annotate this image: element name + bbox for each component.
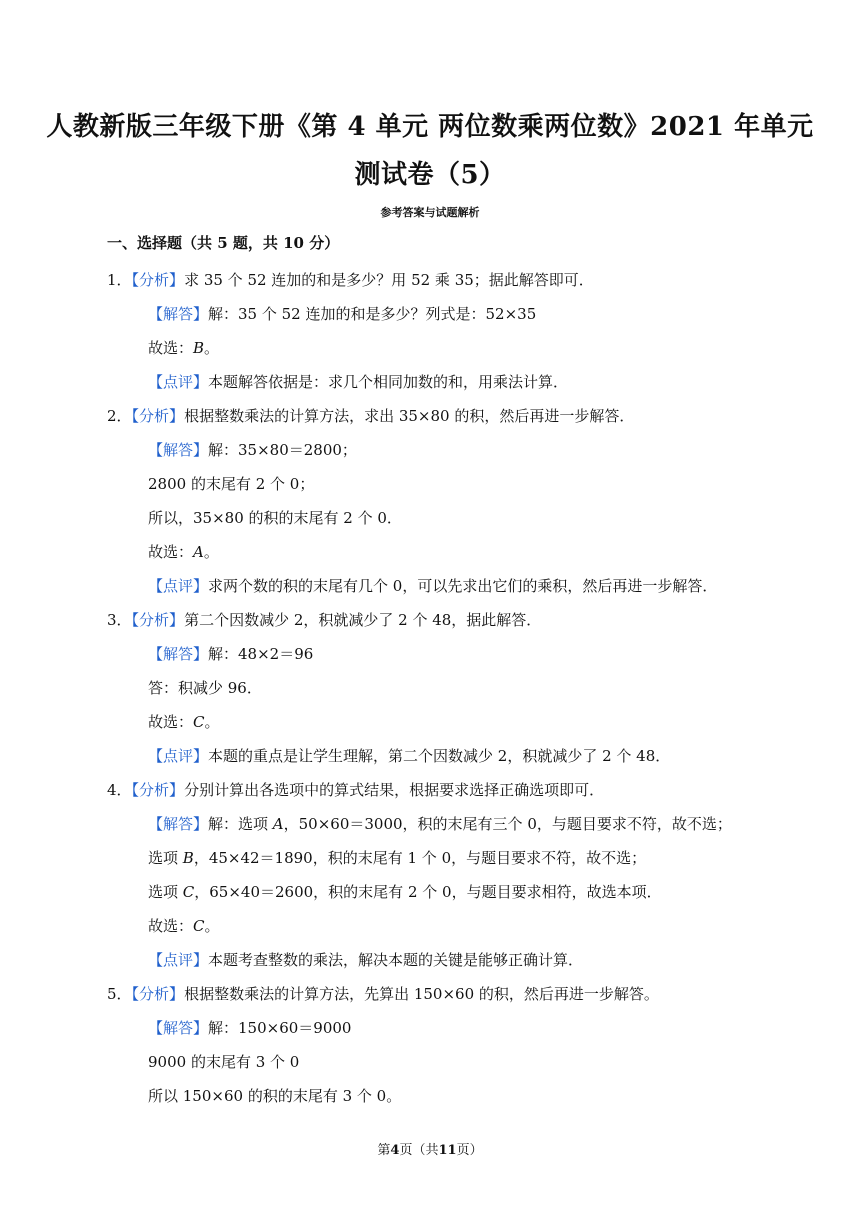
item-number: 1． bbox=[107, 271, 132, 289]
item-2-choice bbox=[148, 542, 219, 562]
footer-middle: 页（共 bbox=[399, 1143, 439, 1158]
choice-letter: C bbox=[193, 917, 205, 935]
doc-title-line2: 测试卷（5） bbox=[354, 160, 506, 190]
choice-letter: C bbox=[193, 713, 205, 731]
comment-tag: 【点评】 bbox=[148, 951, 209, 969]
item-5-answer bbox=[148, 1018, 351, 1038]
doc-subtitle: 参考答案与试题解析 bbox=[380, 206, 480, 219]
comment-text: 本题考查整数的乘法，解决本题的关键是能够正确计算． bbox=[208, 951, 584, 969]
answer-text-post: ，50×60＝3000，积的末尾有三个 0，与题目要求不符，故不选； bbox=[283, 815, 732, 833]
item-2-answer bbox=[148, 440, 357, 460]
choice-prefix: 故选： bbox=[148, 713, 194, 731]
item-5-analysis bbox=[107, 984, 659, 1004]
comment-text: 本题解答依据是：求几个相同加数的和，用乘法计算． bbox=[208, 373, 569, 391]
item-1-choice bbox=[148, 338, 219, 358]
page-footer bbox=[0, 1139, 860, 1158]
comment-text: 本题的重点是让学生理解，第二个因数减少 2，积就减少了 2 个 48． bbox=[208, 747, 671, 765]
choice-letter: B bbox=[193, 339, 205, 357]
analysis-text: 求 35 个 52 连加的和是多少？用 52 乘 35；据此解答即可． bbox=[184, 271, 594, 289]
choice-suffix: 。 bbox=[204, 917, 220, 935]
footer-prefix: 第 bbox=[377, 1143, 391, 1158]
item-3-choice bbox=[148, 712, 220, 732]
item-3-comment bbox=[148, 746, 670, 766]
analysis-text: 分别计算出各选项中的算式结果，根据要求选择正确选项即可． bbox=[184, 781, 605, 799]
answer-tag: 【解答】 bbox=[148, 815, 209, 833]
item-3-extra-1: 答：积减少 96． bbox=[148, 679, 262, 697]
item-1-answer bbox=[148, 304, 536, 324]
answer-text: 解：48×2＝96 bbox=[208, 645, 314, 663]
item-5-extra-1: 9000 的末尾有 3 个 0 bbox=[148, 1053, 300, 1071]
analysis-tag: 【分析】 bbox=[131, 611, 185, 629]
analysis-text: 根据整数乘法的计算方法，求出 35×80 的积，然后再进一步解答． bbox=[184, 407, 635, 425]
analysis-tag: 【分析】 bbox=[131, 271, 185, 289]
item-2-analysis bbox=[107, 406, 634, 426]
footer-total-pages: 11 bbox=[438, 1143, 457, 1158]
option-pre: 选项 bbox=[148, 883, 183, 901]
answer-tag: 【解答】 bbox=[148, 645, 209, 663]
comment-tag: 【点评】 bbox=[148, 373, 209, 391]
analysis-text: 第二个因数减少 2，积就减少了 2 个 48，据此解答． bbox=[184, 611, 542, 629]
analysis-tag: 【分析】 bbox=[131, 985, 185, 1003]
comment-text: 求两个数的积的末尾有几个 0，可以先求出它们的乘积，然后再进一步解答． bbox=[208, 577, 718, 595]
analysis-text: 根据整数乘法的计算方法，先算出 150×60 的积，然后再进一步解答。 bbox=[184, 985, 659, 1003]
option-letter: C bbox=[182, 883, 195, 901]
comment-tag: 【点评】 bbox=[148, 747, 209, 765]
option-letter: B bbox=[182, 849, 194, 867]
option-post: ，65×40＝2600，积的末尾有 2 个 0，与题目要求相符，故选本项． bbox=[194, 883, 662, 901]
section-heading: 一、选择题（共 5 题，共 10 分） bbox=[107, 234, 340, 252]
answer-tag: 【解答】 bbox=[148, 305, 209, 323]
item-number: 2． bbox=[107, 407, 132, 425]
item-number: 3． bbox=[107, 611, 132, 629]
item-2-extra-1: 2800 的末尾有 2 个 0； bbox=[148, 475, 315, 493]
footer-suffix: 页） bbox=[456, 1143, 483, 1158]
choice-prefix: 故选： bbox=[148, 917, 194, 935]
item-4-comment bbox=[148, 950, 583, 970]
choice-prefix: 故选： bbox=[148, 543, 194, 561]
answer-tag: 【解答】 bbox=[148, 1019, 209, 1037]
answer-tag: 【解答】 bbox=[148, 441, 209, 459]
item-number: 5． bbox=[107, 985, 132, 1003]
analysis-tag: 【分析】 bbox=[131, 407, 185, 425]
choice-letter: A bbox=[193, 543, 204, 561]
answer-text-pre: 解：选项 bbox=[208, 815, 273, 833]
item-4-analysis bbox=[107, 780, 604, 800]
item-1-analysis bbox=[107, 270, 594, 290]
item-2-comment bbox=[148, 576, 717, 596]
answer-text: 解：35 个 52 连加的和是多少？列式是：52×35 bbox=[208, 305, 537, 323]
comment-tag: 【点评】 bbox=[148, 577, 209, 595]
answer-text: 解：150×60＝9000 bbox=[208, 1019, 352, 1037]
item-4-option-b bbox=[148, 848, 646, 868]
choice-prefix: 故选： bbox=[148, 339, 194, 357]
doc-title-line1: 人教新版三年级下册《第 4 单元 两位数乘两位数》2021 年单元 bbox=[46, 112, 814, 142]
footer-page-number: 4 bbox=[390, 1143, 400, 1158]
option-pre: 选项 bbox=[148, 849, 183, 867]
item-3-analysis bbox=[107, 610, 541, 630]
item-4-option-c bbox=[148, 882, 662, 902]
choice-suffix: 。 bbox=[204, 713, 220, 731]
option-post: ，45×42＝1890，积的末尾有 1 个 0，与题目要求不符，故不选； bbox=[193, 849, 647, 867]
option-letter: A bbox=[272, 815, 284, 833]
choice-suffix: 。 bbox=[204, 339, 220, 357]
item-5-extra-2: 所以 150×60 的积的末尾有 3 个 0。 bbox=[148, 1087, 402, 1105]
choice-suffix: 。 bbox=[203, 543, 219, 561]
item-1-comment bbox=[148, 372, 568, 392]
item-2-extra-2: 所以，35×80 的积的末尾有 2 个 0． bbox=[148, 509, 402, 527]
item-4-choice bbox=[148, 916, 220, 936]
item-3-answer bbox=[148, 644, 313, 664]
answer-text: 解：35×80＝2800； bbox=[208, 441, 357, 459]
item-number: 4． bbox=[107, 781, 132, 799]
analysis-tag: 【分析】 bbox=[131, 781, 185, 799]
item-4-answer bbox=[148, 814, 732, 834]
